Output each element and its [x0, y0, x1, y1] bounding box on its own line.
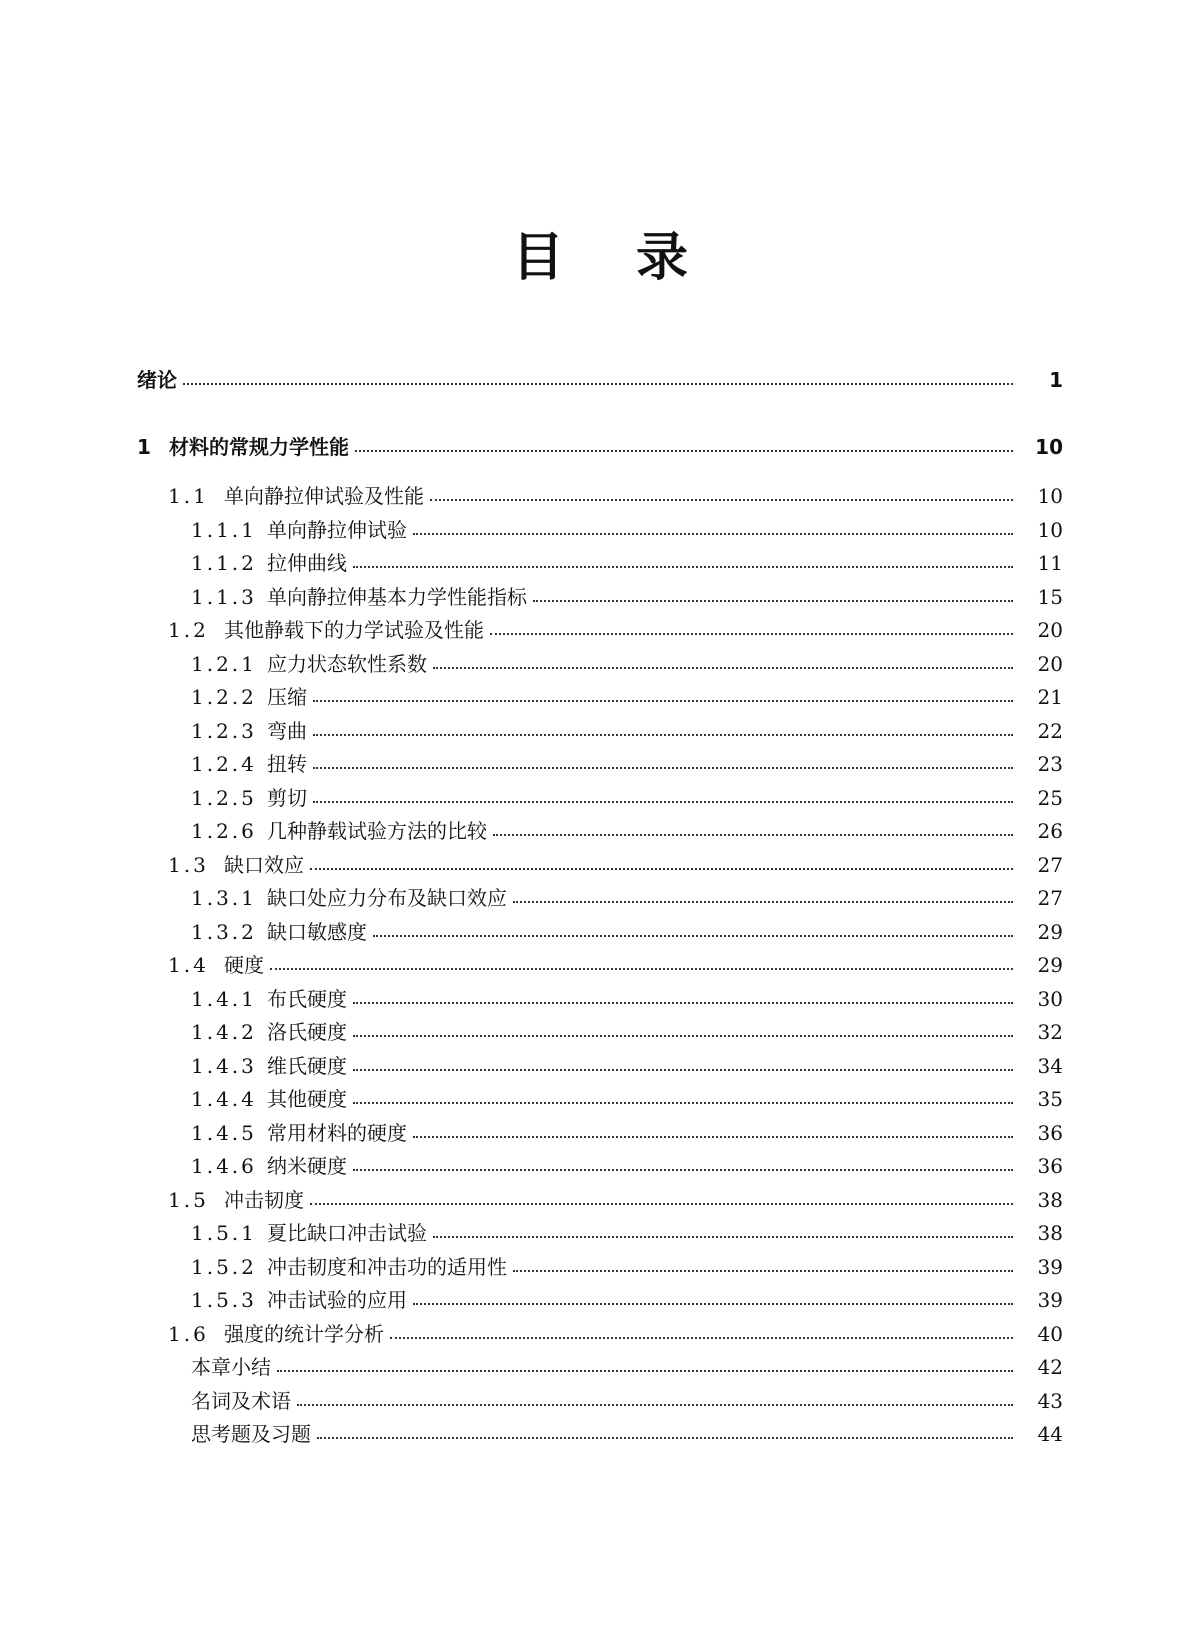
- toc-entry-number: 1.5.2: [191, 1255, 257, 1279]
- toc-dot-leader: [313, 700, 1013, 702]
- page-title-char-1: 目: [511, 228, 564, 288]
- toc-entry-label: [191, 548, 347, 578]
- toc-entry-page-number: 23: [1037, 752, 1063, 776]
- toc-entry-title: 冲击韧度和冲击功的适用性: [267, 1255, 507, 1279]
- toc-dot-leader: [183, 383, 1013, 385]
- toc-entry[interactable]: [0, 917, 1200, 947]
- toc-entry-label: [191, 1218, 427, 1248]
- toc-dot-leader: [310, 1203, 1013, 1205]
- toc-entry[interactable]: [0, 716, 1200, 746]
- toc-entry-page-number: 38: [1037, 1221, 1063, 1245]
- toc-dot-leader: [430, 499, 1013, 501]
- toc-dot-leader: [413, 1136, 1013, 1138]
- toc-entry-page-number: 36: [1037, 1154, 1063, 1178]
- toc-dot-leader: [310, 868, 1013, 870]
- toc-entry-label: [191, 1419, 311, 1449]
- toc-entry-page-number: 32: [1037, 1020, 1063, 1044]
- toc-entry[interactable]: [0, 1419, 1200, 1449]
- toc-entry-title: 其他静载下的力学试验及性能: [224, 618, 484, 642]
- toc-entry-page-number: 35: [1037, 1087, 1063, 1111]
- toc-entry-number: 1.3: [168, 853, 209, 877]
- toc-entry-number: 1.1.3: [191, 585, 257, 609]
- toc-entry-title: 弯曲: [267, 719, 307, 743]
- toc-entry-label: [191, 783, 307, 813]
- toc-entry-number: 1.4.2: [191, 1020, 257, 1044]
- toc-entry[interactable]: [0, 548, 1200, 578]
- toc-entry-page-number: 42: [1037, 1355, 1063, 1379]
- toc-entry[interactable]: [0, 649, 1200, 679]
- toc-entry[interactable]: [0, 1151, 1200, 1181]
- toc-entry[interactable]: [0, 1319, 1200, 1349]
- toc-entry-title: 布氏硬度: [267, 987, 347, 1011]
- toc-entry-label: [191, 917, 367, 947]
- toc-entry-page-number: 29: [1037, 953, 1063, 977]
- toc-entry[interactable]: [0, 783, 1200, 813]
- toc-entry-page-number: 27: [1037, 886, 1063, 910]
- toc-entry[interactable]: [0, 1352, 1200, 1382]
- toc-entry[interactable]: [0, 1386, 1200, 1416]
- toc-entry-number: 1.4: [168, 953, 209, 977]
- toc-entry-number: 1.2.4: [191, 752, 257, 776]
- toc-dot-leader: [313, 801, 1013, 803]
- toc-entry-label: [191, 749, 307, 779]
- toc-entry-page-number: 10: [1035, 435, 1063, 459]
- toc-entry[interactable]: [0, 682, 1200, 712]
- toc-entry-number: 1.6: [168, 1322, 209, 1346]
- toc-dot-leader: [355, 450, 1013, 452]
- toc-entry-label: [191, 1352, 271, 1382]
- toc-entry-number: 1: [137, 435, 154, 459]
- toc-entry[interactable]: [0, 1252, 1200, 1282]
- toc-dot-leader: [533, 600, 1013, 602]
- toc-entry[interactable]: [0, 582, 1200, 612]
- toc-entry-label: [168, 615, 484, 645]
- toc-entry[interactable]: [0, 481, 1200, 511]
- toc-dot-leader: [313, 734, 1013, 736]
- toc-entry-title: 几种静载试验方法的比较: [267, 819, 487, 843]
- toc-entry-label: [191, 984, 347, 1014]
- page-title: [0, 228, 1200, 288]
- toc-entry-number: 1.4.5: [191, 1121, 257, 1145]
- toc-dot-leader: [353, 1002, 1013, 1004]
- toc-dot-leader: [493, 834, 1013, 836]
- toc-entry-title: 拉伸曲线: [267, 551, 347, 575]
- toc-entry-number: 1.3.1: [191, 886, 257, 910]
- toc-entry-page-number: 29: [1037, 920, 1063, 944]
- toc-entry-title: 常用材料的硬度: [267, 1121, 407, 1145]
- toc-entry-title: 纳米硬度: [267, 1154, 347, 1178]
- toc-entry-number: 1.2.6: [191, 819, 257, 843]
- toc-entry-page-number: 15: [1037, 585, 1063, 609]
- toc-entry-page-number: 40: [1037, 1322, 1063, 1346]
- toc-entry-page-number: 22: [1037, 719, 1063, 743]
- toc-entry-title: 硬度: [224, 953, 264, 977]
- toc-dot-leader: [277, 1370, 1013, 1372]
- toc-entry-number: 1.5.1: [191, 1221, 257, 1245]
- toc-entry[interactable]: [0, 1084, 1200, 1114]
- toc-entry-label: [191, 1017, 347, 1047]
- toc-entry-number: 1.2.3: [191, 719, 257, 743]
- toc-dot-leader: [313, 767, 1013, 769]
- toc-entry-title: 夏比缺口冲击试验: [267, 1221, 427, 1245]
- toc-entry-number: 1.2.1: [191, 652, 257, 676]
- toc-entry-label: [168, 1185, 304, 1215]
- toc-entry-label: [191, 682, 307, 712]
- toc-entry-title: 材料的常规力学性能: [169, 435, 349, 459]
- toc-entry[interactable]: [0, 883, 1200, 913]
- toc-dot-leader: [270, 968, 1013, 970]
- toc-entry-label: [191, 1118, 407, 1148]
- toc-entry-title: 应力状态软性系数: [267, 652, 427, 676]
- toc-entry-number: 1.4.6: [191, 1154, 257, 1178]
- toc-entry-title: 强度的统计学分析: [224, 1322, 384, 1346]
- toc-entry-title: 压缩: [267, 685, 307, 709]
- toc-dot-leader: [433, 667, 1013, 669]
- toc-entry-title: 维氏硬度: [267, 1054, 347, 1078]
- toc-entry[interactable]: [0, 984, 1200, 1014]
- toc-entry-title: 单向静拉伸基本力学性能指标: [267, 585, 527, 609]
- toc-entry[interactable]: [0, 1051, 1200, 1081]
- toc-entry-number: 1.1: [168, 484, 209, 508]
- toc-entry[interactable]: [0, 1285, 1200, 1315]
- toc-entry-page-number: 1: [1049, 368, 1063, 392]
- page-title-char-2: 录: [636, 228, 689, 288]
- toc-dot-leader: [353, 1069, 1013, 1071]
- toc-dot-leader: [353, 1102, 1013, 1104]
- toc-entry[interactable]: [0, 749, 1200, 779]
- toc-entry-title: 单向静拉伸试验: [267, 518, 407, 542]
- toc-entry-label: [191, 1285, 407, 1315]
- toc-entry-label: [168, 1319, 384, 1349]
- toc-entry-page-number: 26: [1037, 819, 1063, 843]
- toc-entry-number: 1.4.1: [191, 987, 257, 1011]
- toc-entry-label: [191, 1084, 347, 1114]
- toc-entry-page-number: 34: [1037, 1054, 1063, 1078]
- toc-entry-label: [168, 950, 264, 980]
- toc-entry-title: 缺口效应: [224, 853, 304, 877]
- toc-entry-label: [168, 481, 424, 511]
- toc-entry-label: [191, 515, 407, 545]
- toc-entry-page-number: 25: [1037, 786, 1063, 810]
- toc-entry-number: 1.1.1: [191, 518, 257, 542]
- toc-dot-leader: [353, 1169, 1013, 1171]
- toc-entry-number: 1.4.3: [191, 1054, 257, 1078]
- toc-entry[interactable]: [0, 1017, 1200, 1047]
- toc-entry-label: [191, 1252, 507, 1282]
- toc-entry-page-number: 20: [1037, 652, 1063, 676]
- toc-entry-title: 名词及术语: [191, 1389, 291, 1413]
- toc-entry-label: [137, 432, 349, 462]
- toc-entry[interactable]: [0, 615, 1200, 645]
- toc-entry[interactable]: [0, 1118, 1200, 1148]
- toc-entry-label: [168, 850, 304, 880]
- toc-entry-page-number: 39: [1037, 1288, 1063, 1312]
- toc-entry[interactable]: [0, 515, 1200, 545]
- toc-entry[interactable]: [0, 850, 1200, 880]
- toc-entry-title: 缺口处应力分布及缺口效应: [267, 886, 507, 910]
- toc-entry[interactable]: [0, 950, 1200, 980]
- toc-dot-leader: [490, 633, 1013, 635]
- toc-dot-leader: [413, 533, 1013, 535]
- toc-entry-title: 冲击韧度: [224, 1188, 304, 1212]
- toc-entry-number: 1.2.2: [191, 685, 257, 709]
- toc-entry[interactable]: [0, 1218, 1200, 1248]
- toc-entry-number: 1.5.3: [191, 1288, 257, 1312]
- toc-entry-page-number: 39: [1037, 1255, 1063, 1279]
- toc-entry-title: 其他硬度: [267, 1087, 347, 1111]
- toc-entry-number: 1.5: [168, 1188, 209, 1212]
- toc-entry-page-number: 44: [1037, 1422, 1063, 1446]
- toc-entry[interactable]: [0, 432, 1200, 462]
- toc-dot-leader: [353, 566, 1013, 568]
- toc-entry[interactable]: [0, 1185, 1200, 1215]
- toc-entry-title: 冲击试验的应用: [267, 1288, 407, 1312]
- toc-entry-label: [137, 365, 177, 395]
- toc-entry-label: [191, 816, 487, 846]
- toc-entry-number: 1.3.2: [191, 920, 257, 944]
- toc-entry-page-number: 27: [1037, 853, 1063, 877]
- toc-entry-number: 1.2: [168, 618, 209, 642]
- toc-entry[interactable]: [0, 365, 1200, 395]
- toc-entry-label: [191, 582, 527, 612]
- toc-entry-page-number: 20: [1037, 618, 1063, 642]
- toc-entry-title: 洛氏硬度: [267, 1020, 347, 1044]
- toc-entry-label: [191, 883, 507, 913]
- toc-dot-leader: [390, 1337, 1013, 1339]
- toc-entry-number: 1.4.4: [191, 1087, 257, 1111]
- toc-entry-title: 剪切: [267, 786, 307, 810]
- toc-entry-title: 思考题及习题: [191, 1422, 311, 1446]
- toc-entry-page-number: 36: [1037, 1121, 1063, 1145]
- toc-entry-page-number: 21: [1037, 685, 1063, 709]
- toc-entry-title: 单向静拉伸试验及性能: [224, 484, 424, 508]
- toc-entry-title: 扭转: [267, 752, 307, 776]
- toc-entry-title: 本章小结: [191, 1355, 271, 1379]
- toc-entry-page-number: 10: [1037, 484, 1063, 508]
- toc-dot-leader: [413, 1303, 1013, 1305]
- toc-entry-label: [191, 1051, 347, 1081]
- toc-dot-leader: [353, 1035, 1013, 1037]
- toc-entry-label: [191, 716, 307, 746]
- toc-entry-label: [191, 1386, 291, 1416]
- toc-dot-leader: [433, 1236, 1013, 1238]
- toc-entry-label: [191, 649, 427, 679]
- toc-entry-page-number: 11: [1037, 551, 1063, 575]
- toc-entry-title: 缺口敏感度: [267, 920, 367, 944]
- toc-entry-page-number: 38: [1037, 1188, 1063, 1212]
- toc-dot-leader: [317, 1437, 1013, 1439]
- toc-entry-title: 绪论: [137, 368, 177, 392]
- toc-dot-leader: [513, 901, 1013, 903]
- toc-dot-leader: [297, 1404, 1013, 1406]
- toc-entry[interactable]: [0, 816, 1200, 846]
- toc-dot-leader: [513, 1270, 1013, 1272]
- toc-entry-page-number: 30: [1037, 987, 1063, 1011]
- toc-entry-number: 1.2.5: [191, 786, 257, 810]
- toc-entry-number: 1.1.2: [191, 551, 257, 575]
- toc-entry-label: [191, 1151, 347, 1181]
- toc-entry-page-number: 43: [1037, 1389, 1063, 1413]
- toc-entry-page-number: 10: [1037, 518, 1063, 542]
- toc-dot-leader: [373, 935, 1013, 937]
